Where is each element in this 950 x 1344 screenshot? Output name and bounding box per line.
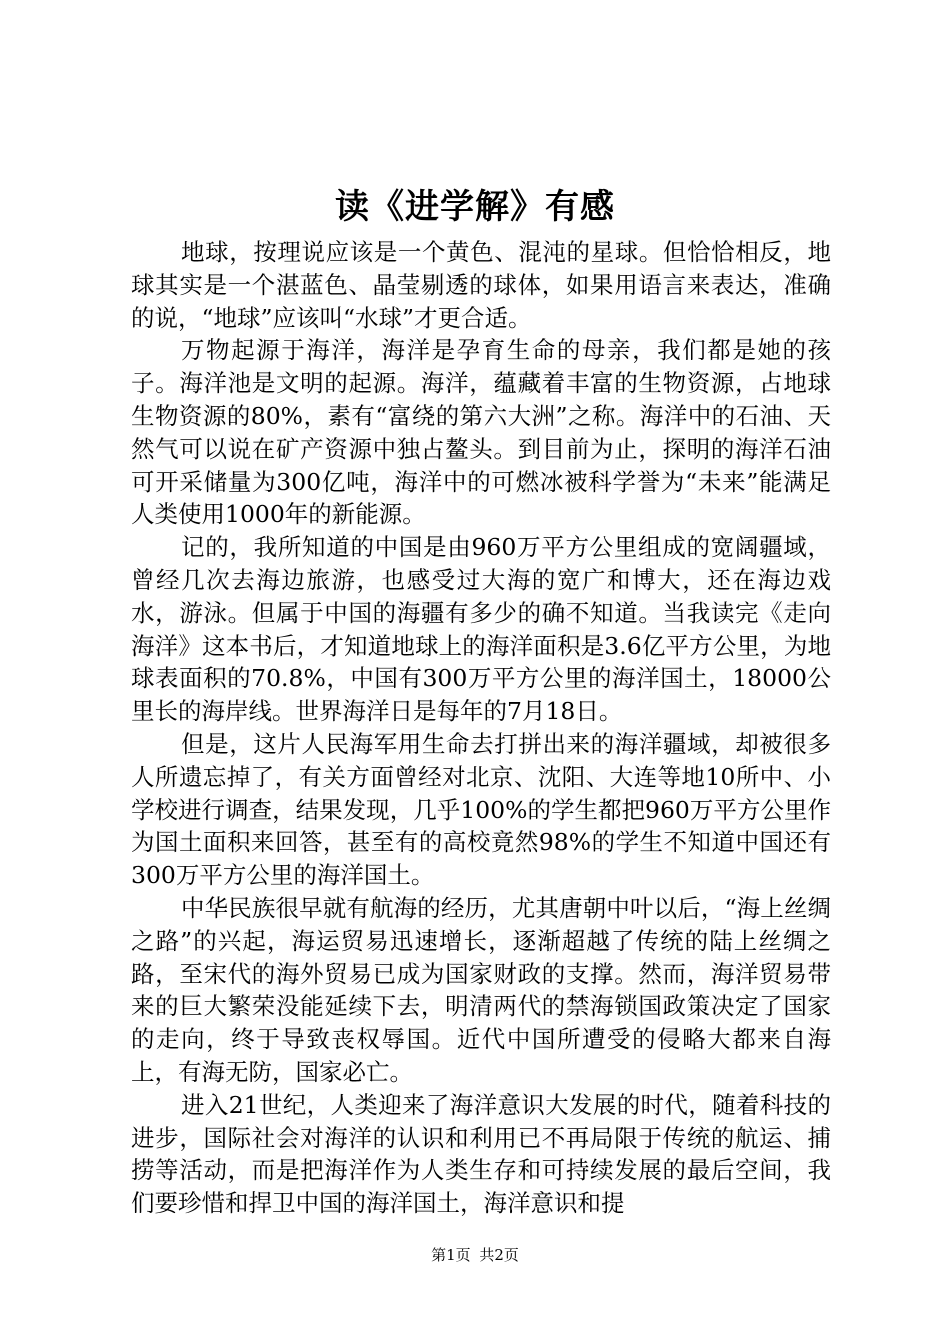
- paragraph-3: 记的，我所知道的中国是由960万平方公里组成的宽阔疆域，曾经几次去海边旅游，也感受过大海的宽广和博大，还在海边戏水，游泳。但属于中国的海疆有多少的确不知道。当我读完《走向海洋》这本书后，才知道地球上的海洋面积是3.6亿平方公里，为地球表面积的70.8%，中国有300万平方公里的海洋国土，18000公里长的海岸线。世界海洋日是每年的7月18日。: [131, 533, 831, 726]
- document-body: [131, 236, 831, 1220]
- document-title: 读《进学解》有感: [335, 187, 615, 227]
- paragraph-5: 中华民族很早就有航海的经历，尤其唐朝中叶以后，“海上丝绸之路”的兴起，海运贸易迅速增长，逐渐超越了传统的陆上丝绸之路，至宋代的海外贸易已成为国家财政的支撑。然而，海洋贸易带来的巨大繁荣没能延续下去，明清两代的禁海锁国政策决定了国家的走向，终于导致丧权辱国。近代中国所遭受的侵略大都来自海上，有海无防，国家必亡。: [131, 893, 831, 1086]
- paragraph-4: 但是，这片人民海军用生命去打拼出来的海洋疆域，却被很多人所遗忘掉了，有关方面曾经对北京、沈阳、大连等地10所中、小学校进行调查，结果发现，几乎100%的学生都把960万平方公里作为国土面积来回答，甚至有的高校竟然98%的学生不知道中国还有300万平方公里的海洋国土。: [131, 729, 831, 890]
- paragraph-6: 进入21世纪，人类迎来了海洋意识大发展的时代，随着科技的进步，国际社会对海洋的认识和利用已不再局限于传统的航运、捕捞等活动，而是把海洋作为人类生存和可持续发展的最后空间，我们要珍惜和捍卫中国的海洋国土，海洋意识和提: [131, 1090, 831, 1218]
- paragraph-2: 万物起源于海洋，海洋是孕育生命的母亲，我们都是她的孩子。海洋池是文明的起源。海洋，蕴藏着丰富的生物资源，占地球生物资源的80%，素有“富绕的第六大洲”之称。海洋中的石油、天然气可以说在矿产资源中独占鳌头。到目前为止，探明的海洋石油可开采储量为300亿吨，海洋中的可燃冰被科学誉为“未来”能满足人类使用1000年的新能源。: [131, 336, 831, 529]
- paragraph-1: 地球，按理说应该是一个黄色、混沌的星球。但恰恰相反，地球其实是一个湛蓝色、晶莹剔透的球体，如果用语言来表达，准确的说，“地球”应该叫“水球”才更合适。: [131, 238, 831, 332]
- page-footer: 第1页 共2页: [431, 1246, 519, 1264]
